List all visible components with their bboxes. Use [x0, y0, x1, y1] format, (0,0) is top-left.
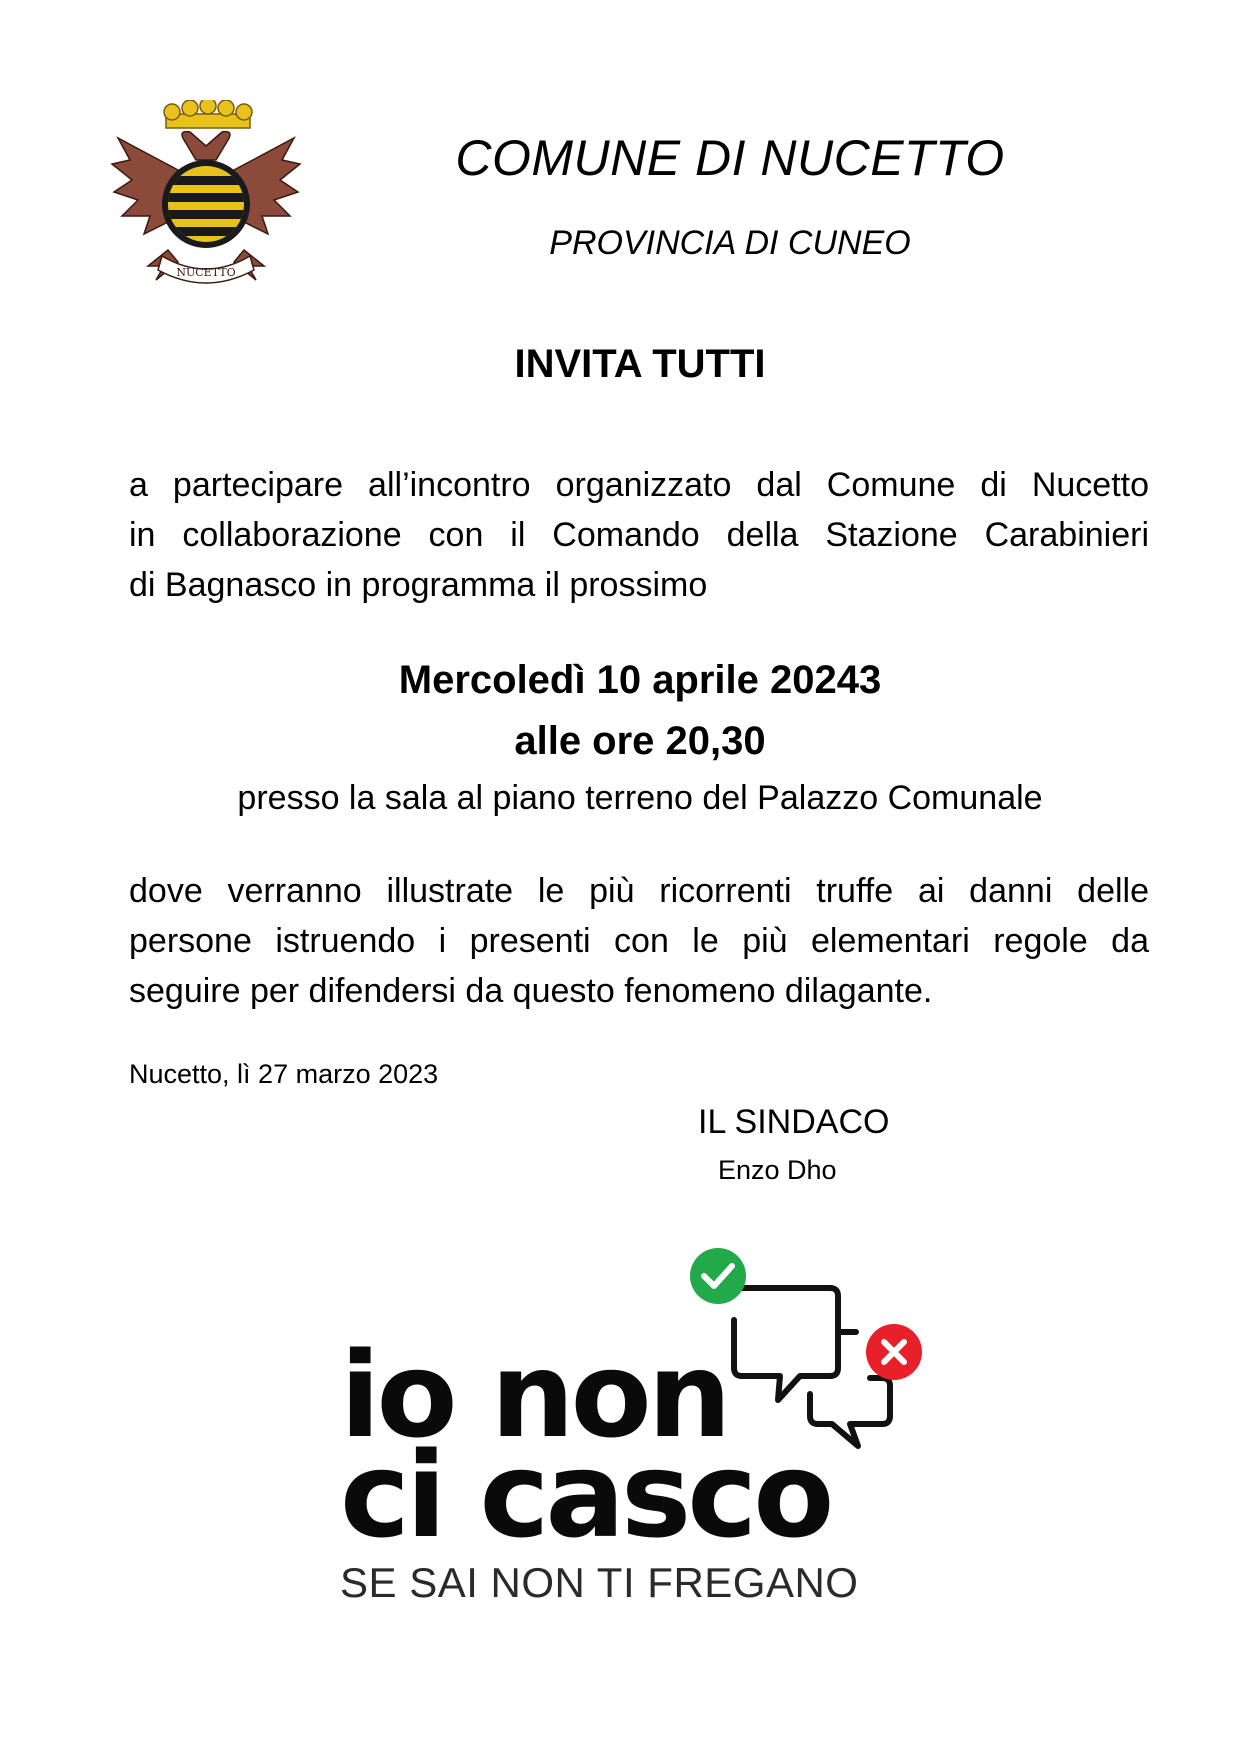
event-place: presso la sala al piano terreno del Palazzo Comunale: [237, 779, 1043, 817]
svg-text:NUCETTO: NUCETTO: [176, 266, 236, 279]
header-subtitle: PROVINCIA DI CUNEO: [549, 224, 911, 262]
description-line: seguire per difendersi da questo fenomeno dilagante.: [129, 972, 933, 1010]
signature-place-date: Nucetto, lì 27 marzo 2023: [129, 1059, 439, 1089]
event-date: Mercoledì 10 aprile 20243: [398, 658, 882, 702]
header-title: COMUNE DI NUCETTO: [455, 130, 1005, 186]
speech-bubbles-icon: [330, 1240, 950, 1490]
description-line: persone istruendo i presenti con le più elementari regole da: [129, 922, 1149, 960]
intro-paragraph: [129, 460, 1149, 610]
cross-circle-icon: [866, 1324, 922, 1380]
campaign-tagline: SE SAI NON TI FREGANO: [340, 1559, 859, 1606]
campaign-line1: io non: [340, 1326, 728, 1464]
description-paragraph: [129, 866, 1149, 1016]
intro-line: di Bagnasco in programma il prossimo: [129, 566, 708, 604]
intro-line: a partecipare all’incontro organizzato dal Comune di Nucetto: [129, 466, 1149, 504]
campaign-line2: ci casco: [340, 1426, 831, 1564]
invite-title: INVITA TUTTI: [514, 342, 766, 386]
crown-icon: [164, 100, 252, 128]
intro-line: in collaborazione con il Comando della Stazione Carabinieri: [129, 516, 1149, 554]
check-circle-icon: [690, 1248, 746, 1304]
event-time: alle ore 20,30: [514, 719, 766, 763]
coat-of-arms-icon: [108, 100, 304, 300]
signature-name: Enzo Dho: [718, 1155, 837, 1185]
description-line: dove verranno illustrate le più ricorrenti truffe ai danni delle: [129, 872, 1149, 910]
signature-role: IL SINDACO: [698, 1103, 890, 1141]
